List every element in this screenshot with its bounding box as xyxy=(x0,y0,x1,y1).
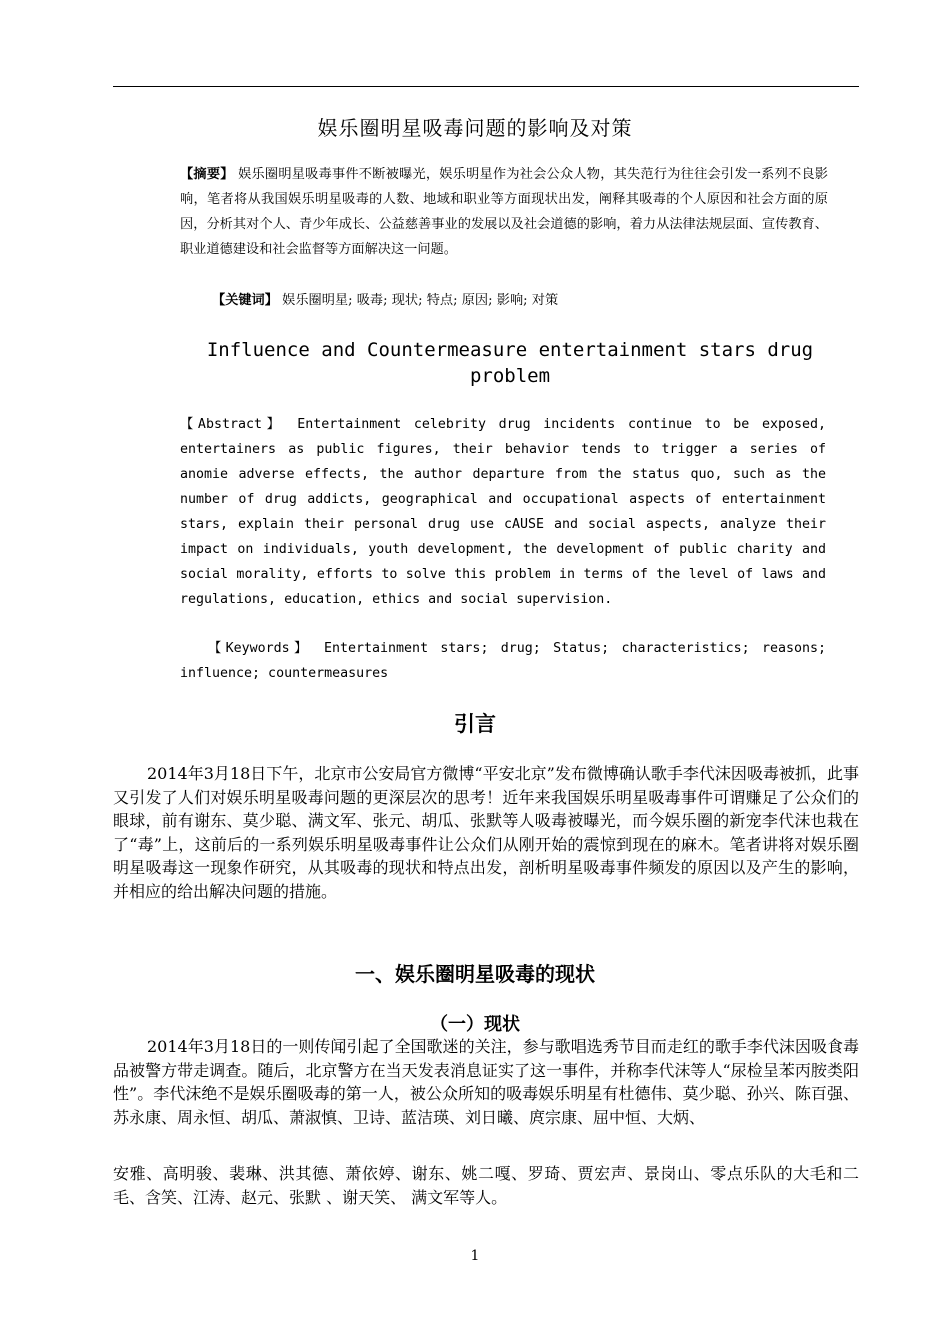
chinese-keywords xyxy=(212,288,828,313)
english-title: Influence and Countermeasure entertainment stars drug problem xyxy=(206,339,814,387)
page-number: 1 xyxy=(470,1248,480,1264)
chinese-abstract-label: 【摘要】 xyxy=(180,167,234,182)
intro-paragraph: 2014年3月18日下午，北京市公安局官方微博“平安北京”发布微博确认歌手李代沫因吸毒被抓，此事又引发了人们对娱乐明星吸毒问题的更深层次的思考！近年来我国娱乐明星吸毒事件可谓赚足了公众们的眼球，前有谢东、莫少聪、满文军、张元、胡瓜、张默等人吸毒被曝光，而今娱乐圈的新宠李代沫也栽在了“毒”上，这前后的一系列娱乐明星吸毒事件让公众们从刚开始的震惊到现在的麻木。笔者讲将对娱乐圈明星吸毒这一现象作研究，从其吸毒的现状和特点出发，剖析明星吸毒事件频发的原因以及产生的影响，并相应的给出解决问题的措施。 xyxy=(113,764,859,901)
section-1-heading: 一、娱乐圈明星吸毒的现状 xyxy=(355,962,595,986)
section-1-paragraph-continuation: 安雅、高明骏、裴琳、洪其德、萧依婷、谢东、姚二嘎、罗琦、贾宏声、景岗山、零点乐队的大毛和二毛、含笑、江涛、赵元、张默 、谢天笑、 满文军等人。 xyxy=(113,1164,859,1207)
paper-title: 娱乐圈明星吸毒问题的影响及对策 xyxy=(317,116,633,140)
chinese-abstract-text: 娱乐圈明星吸毒事件不断被曝光，娱乐明星作为社会公众人物，其失范行为往往会引发一系列不良影响，笔者将从我国娱乐明星吸毒的人数、地域和职业等方面现状出发，阐释其吸毒的个人原因和社会方面的原因，分析其对个人、青少年成长、公益慈善事业的发展以及社会道德的影响，着力从法律法规层面、宣传教育、职业道德建设和社会监督等方面解决这一问题。 xyxy=(180,167,828,257)
chinese-abstract xyxy=(180,162,828,262)
english-abstract xyxy=(180,412,826,612)
english-keywords-text: Entertainment stars; drug; Status; characteristics; reasons; influence; countermeasures xyxy=(180,641,826,681)
chinese-keywords-text: 娱乐圈明星; 吸毒; 现状; 特点; 原因; 影响; 对策 xyxy=(282,293,559,308)
section-1-paragraph: 2014年3月18日的一则传闻引起了全国歌迷的关注，参与歌唱选秀节目而走红的歌手李代沫因吸食毒品被警方带走调查。随后，北京警方在当天发表消息证实了这一事件，并称李代沫等人“尿检呈苯丙胺类阳性”。李代沫绝不是娱乐圈吸毒的第一人，被公众所知的吸毒娱乐明星有杜德伟、莫少聪、孙兴、陈百强、苏永康、周永恒、胡瓜、萧淑慎、卫诗、蓝洁瑛、刘日曦、庹宗康、屈中恒、大炳、 xyxy=(113,1037,859,1127)
english-keywords xyxy=(180,636,826,686)
intro-heading: 引言 xyxy=(454,712,496,736)
english-keywords-label: 【Keywords】 xyxy=(208,641,312,656)
english-abstract-label: 【Abstract】 xyxy=(180,417,285,432)
section-1-subheading: （一）现状 xyxy=(430,1014,520,1035)
header-rule xyxy=(113,86,859,87)
chinese-keywords-label: 【关键词】 xyxy=(212,293,278,308)
english-abstract-text: Entertainment celebrity drug incidents continue to be exposed, entertainers as public figures, their behavior tends to trigger a series of anomie adverse effects, the author departure from the status quo, such as the number of drug addicts, geographical and occupational aspects of entertainment stars, explain their personal drug use cAUSE and social aspects, analyze their impact on individuals, youth development, the development of public charity and social morality, efforts to solve this problem in terms of the level of laws and regulations, education, ethics and social supervision. xyxy=(180,417,826,607)
